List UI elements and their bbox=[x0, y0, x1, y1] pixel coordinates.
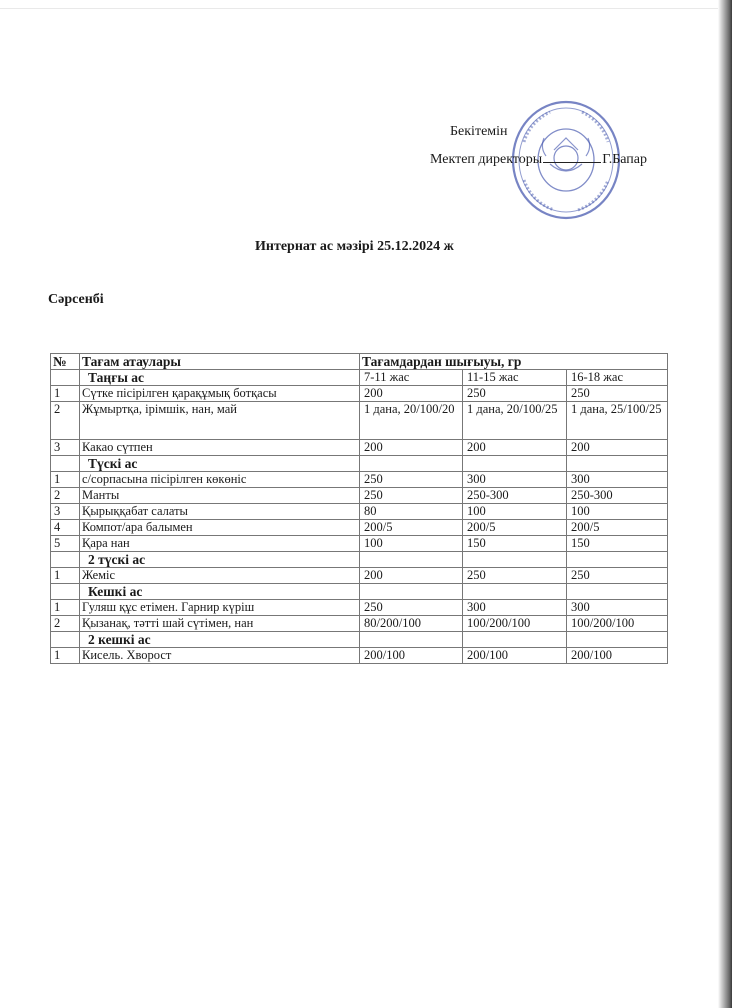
empty-cell bbox=[567, 584, 668, 600]
table-row bbox=[51, 440, 668, 456]
empty-cell bbox=[567, 552, 668, 568]
age-group-header: 7-11 жас bbox=[360, 370, 463, 386]
section-row bbox=[51, 584, 668, 600]
table-row bbox=[51, 600, 668, 616]
empty-cell bbox=[463, 632, 567, 648]
portion-value: 200 bbox=[360, 568, 463, 584]
director-name: Г.Бапар bbox=[602, 152, 648, 167]
section-row bbox=[51, 632, 668, 648]
dish-name: Сүтке пісірілген қарақұмық ботқасы bbox=[80, 386, 360, 402]
section-title: Түскі ас bbox=[80, 456, 360, 472]
dish-name: Гуляш құс етімен. Гарнир күріш bbox=[80, 600, 360, 616]
row-number: 2 bbox=[51, 402, 80, 440]
portion-value: 200/5 bbox=[567, 520, 668, 536]
dish-name: Жеміс bbox=[80, 568, 360, 584]
table-row bbox=[51, 504, 668, 520]
section-row bbox=[51, 456, 668, 472]
row-number: 1 bbox=[51, 648, 80, 664]
portion-value: 200 bbox=[463, 440, 567, 456]
signature-blank bbox=[543, 162, 601, 163]
row-number: 1 bbox=[51, 568, 80, 584]
section-title: Кешкі ас bbox=[80, 584, 360, 600]
table-row bbox=[51, 536, 668, 552]
empty-cell bbox=[567, 456, 668, 472]
col-num-header: № bbox=[51, 354, 80, 370]
portion-value: 200/100 bbox=[463, 648, 567, 664]
portion-value: 200 bbox=[360, 386, 463, 402]
portion-value: 300 bbox=[463, 472, 567, 488]
portion-value: 200 bbox=[360, 440, 463, 456]
empty-cell bbox=[360, 552, 463, 568]
section-num-cell bbox=[51, 584, 80, 600]
director-prefix: Мектеп директоры bbox=[430, 152, 543, 167]
row-number: 4 bbox=[51, 520, 80, 536]
row-number: 2 bbox=[51, 488, 80, 504]
dish-name: с/сорпасына пісірілген көкөніс bbox=[80, 472, 360, 488]
director-signature-line bbox=[430, 152, 647, 168]
scan-edge-top bbox=[0, 8, 732, 9]
portion-value: 200/100 bbox=[360, 648, 463, 664]
dish-name: Какао сүтпен bbox=[80, 440, 360, 456]
table-row bbox=[51, 648, 668, 664]
portion-value: 300 bbox=[567, 600, 668, 616]
page-title: Интернат ас мәзірі 25.12.2024 ж bbox=[255, 239, 454, 254]
table-row bbox=[51, 568, 668, 584]
portion-value: 250 bbox=[360, 472, 463, 488]
row-number: 3 bbox=[51, 440, 80, 456]
portion-value: 250 bbox=[567, 568, 668, 584]
section-num-cell bbox=[51, 552, 80, 568]
empty-cell bbox=[463, 552, 567, 568]
section-title: 2 кешкі ас bbox=[80, 632, 360, 648]
empty-cell bbox=[463, 584, 567, 600]
portion-value: 250-300 bbox=[567, 488, 668, 504]
col-output-header: Тағамдардан шығыуы, гр bbox=[360, 354, 668, 370]
section-title: Таңғы ас bbox=[80, 370, 360, 386]
scan-edge-right bbox=[718, 0, 732, 1008]
age-group-header: 16-18 жас bbox=[567, 370, 668, 386]
empty-cell bbox=[360, 584, 463, 600]
section-row bbox=[51, 552, 668, 568]
portion-value: 150 bbox=[463, 536, 567, 552]
row-number: 3 bbox=[51, 504, 80, 520]
table-row bbox=[51, 488, 668, 504]
table-row bbox=[51, 402, 668, 440]
portion-value: 100 bbox=[567, 504, 668, 520]
portion-value: 250 bbox=[360, 488, 463, 504]
row-number: 1 bbox=[51, 600, 80, 616]
section-title: 2 түскі ас bbox=[80, 552, 360, 568]
empty-cell bbox=[360, 456, 463, 472]
portion-value: 100/200/100 bbox=[567, 616, 668, 632]
section-num-cell bbox=[51, 632, 80, 648]
portion-value: 150 bbox=[567, 536, 668, 552]
dish-name: Қызанақ, тәтті шай сүтімен, нан bbox=[80, 616, 360, 632]
portion-value: 200/100 bbox=[567, 648, 668, 664]
table-row bbox=[51, 386, 668, 402]
portion-value: 250-300 bbox=[463, 488, 567, 504]
portion-value: 80/200/100 bbox=[360, 616, 463, 632]
table-row bbox=[51, 520, 668, 536]
portion-value: 250 bbox=[360, 600, 463, 616]
portion-value: 1 дана, 20/100/25 bbox=[463, 402, 567, 440]
row-number: 1 bbox=[51, 472, 80, 488]
dish-name: Компот/ара балымен bbox=[80, 520, 360, 536]
portion-value: 200/5 bbox=[463, 520, 567, 536]
row-number: 5 bbox=[51, 536, 80, 552]
dish-name: Қырыққабат салаты bbox=[80, 504, 360, 520]
row-number: 1 bbox=[51, 386, 80, 402]
empty-cell bbox=[360, 632, 463, 648]
portion-value: 250 bbox=[463, 568, 567, 584]
empty-cell bbox=[463, 456, 567, 472]
weekday-label: Сәрсенбі bbox=[48, 292, 104, 307]
col-name-header: Тағам атаулары bbox=[80, 354, 360, 370]
table-row bbox=[51, 616, 668, 632]
dish-name: Манты bbox=[80, 488, 360, 504]
row-number: 2 bbox=[51, 616, 80, 632]
section-num-cell bbox=[51, 370, 80, 386]
portion-value: 200/5 bbox=[360, 520, 463, 536]
empty-cell bbox=[567, 632, 668, 648]
menu-table-body bbox=[51, 354, 668, 664]
header-row bbox=[51, 354, 668, 370]
section-num-cell bbox=[51, 456, 80, 472]
portion-value: 1 дана, 20/100/20 bbox=[360, 402, 463, 440]
portion-value: 250 bbox=[567, 386, 668, 402]
portion-value: 250 bbox=[463, 386, 567, 402]
portion-value: 100 bbox=[360, 536, 463, 552]
age-group-header: 11-15 жас bbox=[463, 370, 567, 386]
section-row bbox=[51, 370, 668, 386]
portion-value: 100 bbox=[463, 504, 567, 520]
approval-label: Бекітемін bbox=[450, 124, 508, 139]
dish-name: Жұмыртқа, ірімшік, нан, май bbox=[80, 402, 360, 440]
portion-value: 100/200/100 bbox=[463, 616, 567, 632]
menu-table bbox=[50, 353, 668, 664]
portion-value: 300 bbox=[463, 600, 567, 616]
table-row bbox=[51, 472, 668, 488]
portion-value: 1 дана, 25/100/25 bbox=[567, 402, 668, 440]
portion-value: 300 bbox=[567, 472, 668, 488]
portion-value: 200 bbox=[567, 440, 668, 456]
portion-value: 80 bbox=[360, 504, 463, 520]
dish-name: Кисель. Хворост bbox=[80, 648, 360, 664]
dish-name: Қара нан bbox=[80, 536, 360, 552]
